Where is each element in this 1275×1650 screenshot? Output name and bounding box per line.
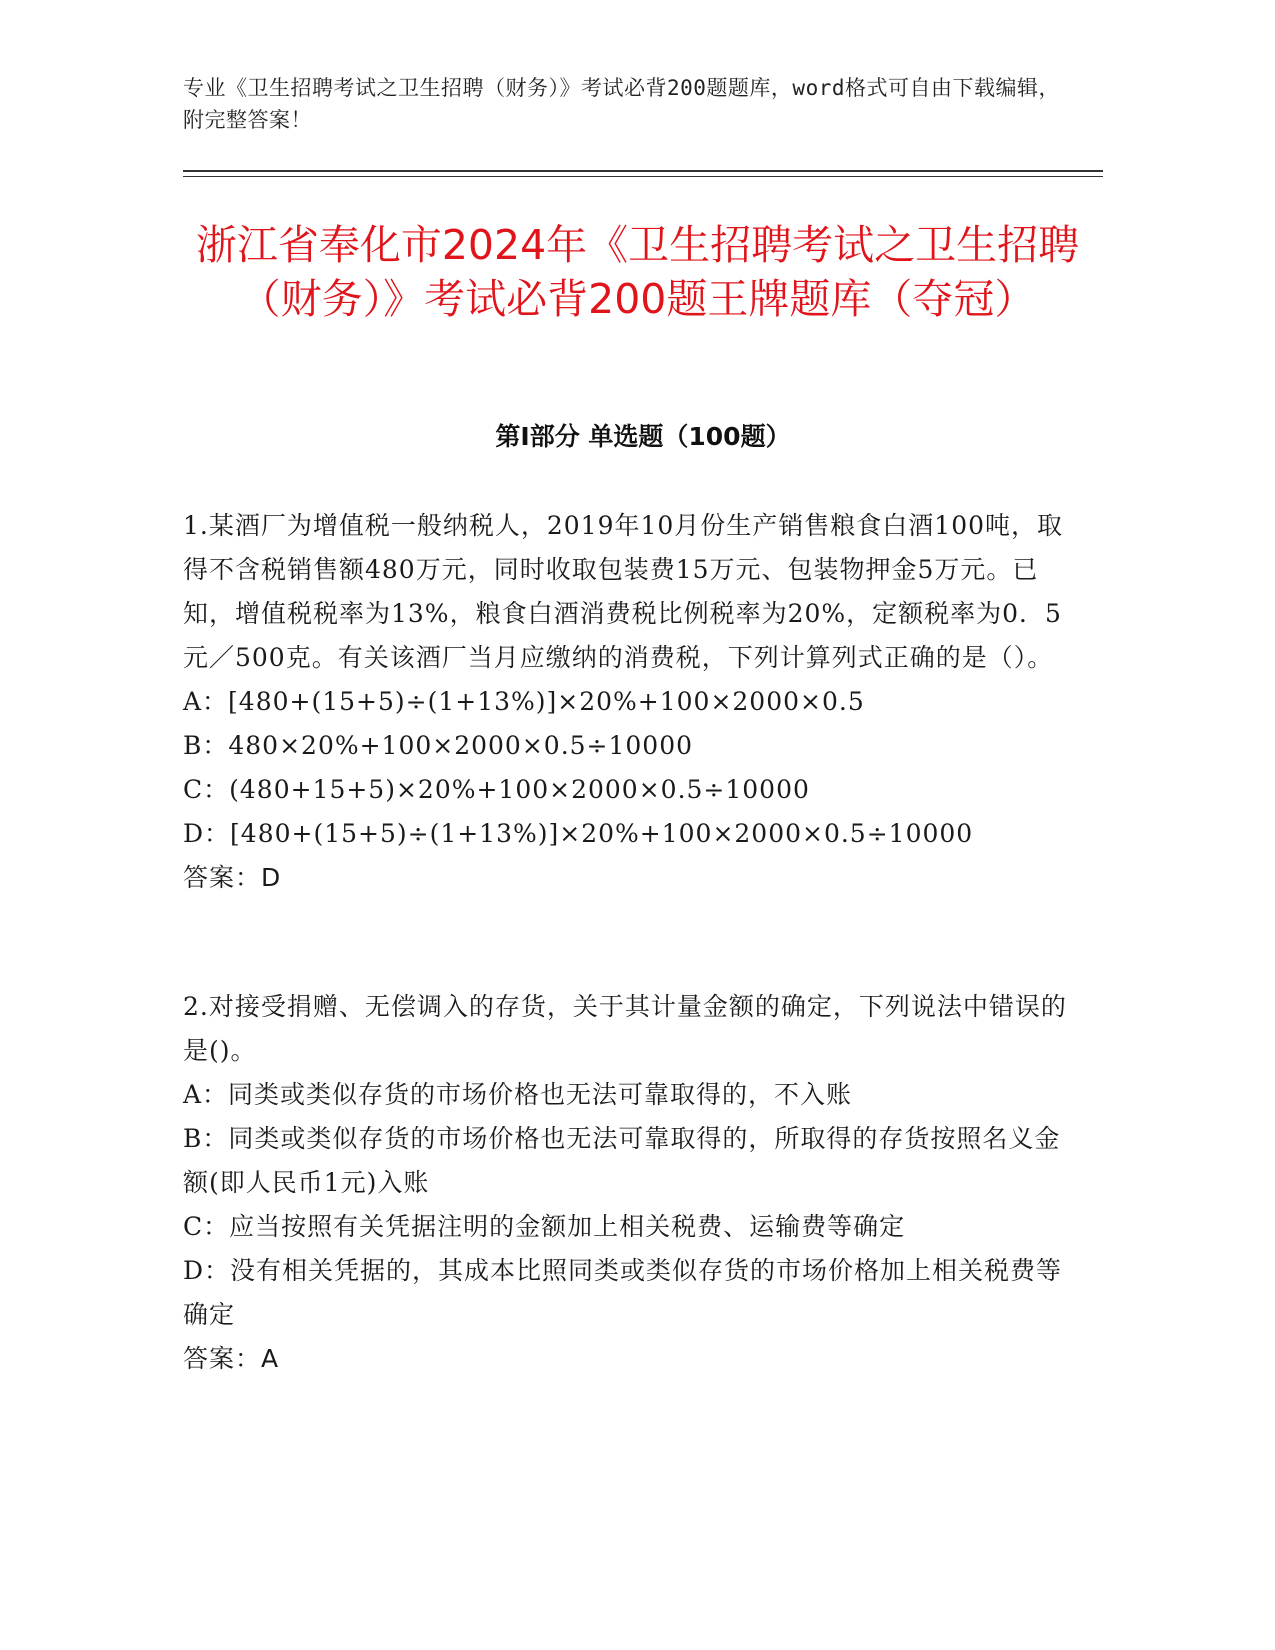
- section-title: 第Ⅰ部分 单选题（100题）: [495, 422, 791, 451]
- header-note: 专业《卫生招聘考试之卫生招聘（财务）》考试必背200题题库，word格式可自由下载编辑，附完整答案！: [183, 76, 1060, 132]
- option-b: B：480×20%+100×2000×0.5÷10000: [183, 731, 694, 760]
- question-1: [183, 504, 1073, 900]
- option-d: D：[480+(15+5)÷(1+13%)]×20%+100×2000×0.5÷10000: [183, 819, 974, 848]
- header-divider-thin: [183, 176, 1103, 177]
- option-c: C：应当按照有关凭据注明的金额加上相关税费、运输费等确定: [183, 1212, 906, 1241]
- answer: 答案：A: [183, 1344, 280, 1373]
- option-a: A：[480+(15+5)÷(1+13%)]×20%+100×2000×0.5: [183, 687, 865, 716]
- option-b: B：同类或类似存货的市场价格也无法可靠取得的，所取得的存货按照名义金额(即人民币1元)入账: [183, 1124, 1061, 1197]
- question-stem: 1.某酒厂为增值税一般纳税人，2019年10月份生产销售粮食白酒100吨，取得不含税销售额480万元，同时收取包装费15万元、包装物押金5万元。已知，增值税税率为13%，粮食白酒消费税比例税率为20%，定额税率为0．5元／500克。有关该酒厂当月应缴纳的消费税，下列计算列式正确的是（）。: [183, 511, 1064, 672]
- option-d: D：没有相关凭据的，其成本比照同类或类似存货的市场价格加上相关税费等确定: [183, 1256, 1063, 1329]
- option-a: A：同类或类似存货的市场价格也无法可靠取得的，不入账: [183, 1080, 853, 1109]
- answer: 答案：D: [183, 863, 282, 892]
- question-stem: 2.对接受捐赠、无偿调入的存货，关于其计量金额的确定，下列说法中错误的是()。: [183, 992, 1067, 1065]
- question-2: [183, 985, 1073, 1381]
- option-c: C：(480+15+5)×20%+100×2000×0.5÷10000: [183, 775, 810, 804]
- header-divider-thick: [183, 170, 1103, 172]
- document-title: 浙江省奉化市2024年《卫生招聘考试之卫生招聘（财务）》考试必背200题王牌题库（夺冠）: [195, 221, 1080, 323]
